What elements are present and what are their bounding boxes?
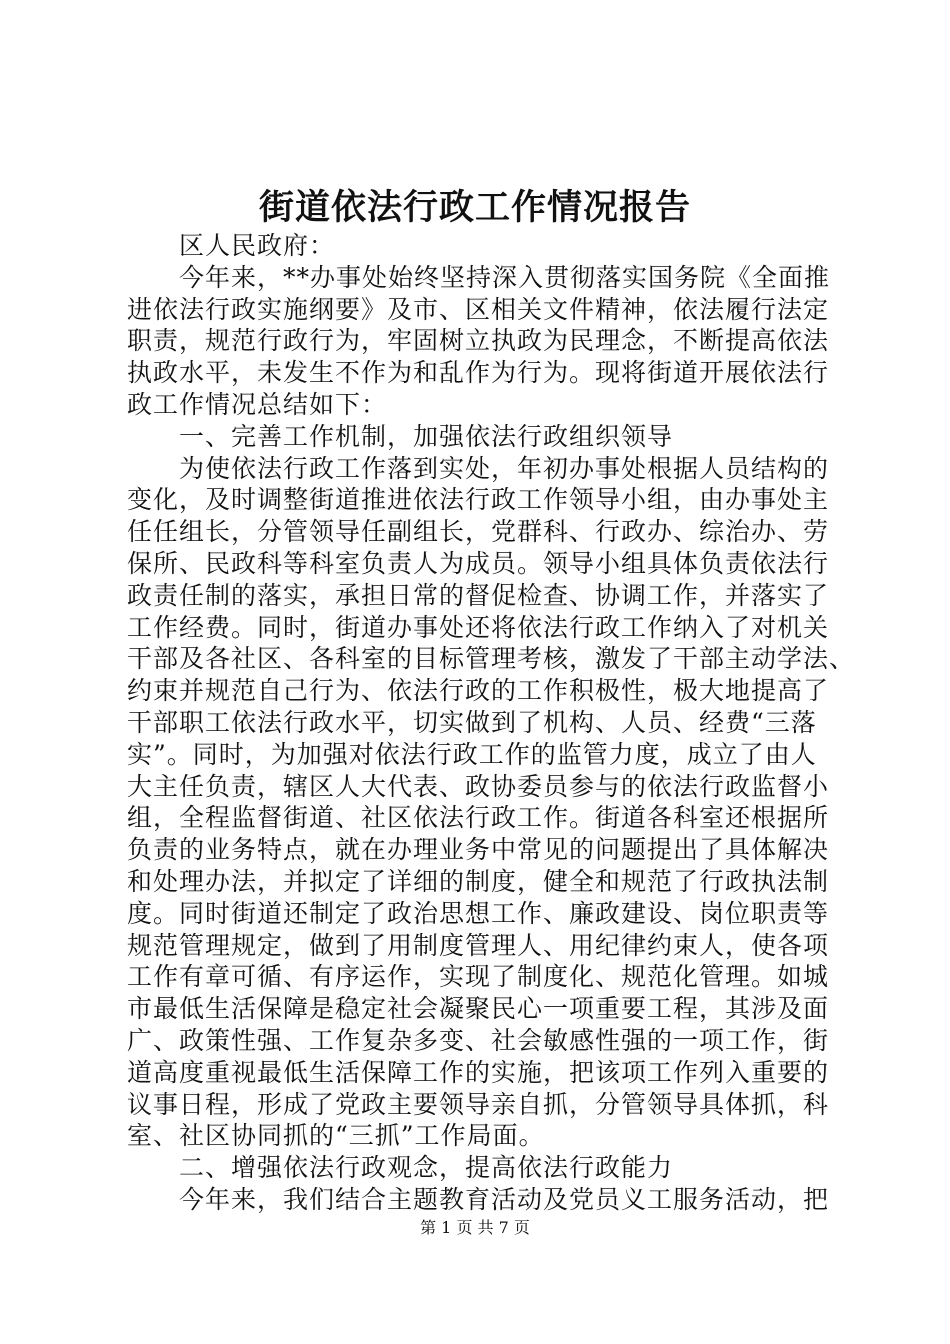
body-line: 区人民政府： bbox=[127, 231, 336, 260]
body-line: 今年来，我们结合主题教育活动及党员义工服务活动，把 bbox=[127, 1184, 830, 1214]
body-line: 执政水平，未发生不作为和乱作为行为。现将街道开展依法行 bbox=[127, 358, 830, 388]
body-line: 政工作情况总结如下： bbox=[127, 389, 388, 419]
body-line: 工作有章可循、有序运作，实现了制度化、规范化管理。如城 bbox=[127, 962, 830, 992]
body-line: 今年来，**办事处始终坚持深入贯彻落实国务院《全面推 bbox=[127, 262, 831, 292]
body-line: 干部职工依法行政水平，切实做到了机构、人员、经费“三落 bbox=[127, 707, 817, 737]
body-line: 保所、民政科等科室负责人为成员。领导小组具体负责依法行 bbox=[127, 548, 830, 578]
section-heading: 一、完善工作机制，加强依法行政组织领导 bbox=[127, 421, 674, 451]
body-line: 职责，规范行政行为，牢固树立执政为民理念，不断提高依法 bbox=[127, 326, 830, 356]
body-line: 市最低生活保障是稳定社会凝聚民心一项重要工程，其涉及面 bbox=[127, 994, 830, 1024]
body-line: 干部及各社区、各科室的目标管理考核，激发了干部主动学法、 bbox=[127, 644, 856, 674]
body-line: 实”。同时，为加强对依法行政工作的监管力度，成立了由人 bbox=[127, 739, 817, 769]
section-heading: 二、增强依法行政观念，提高依法行政能力 bbox=[127, 1153, 674, 1183]
body-line: 议事日程，形成了党政主要领导亲自抓，分管领导具体抓，科 bbox=[127, 1089, 830, 1119]
body-line: 变化，及时调整街道推进依法行政工作领导小组，由办事处主 bbox=[127, 485, 830, 515]
body-line: 道高度重视最低生活保障工作的实施，把该项工作列入重要的 bbox=[127, 1057, 830, 1087]
body-line: 工作经费。同时，街道办事处还将依法行政工作纳入了对机关 bbox=[127, 612, 830, 642]
body-line: 度。同时街道还制定了政治思想工作、廉政建设、岗位职责等 bbox=[127, 898, 830, 928]
page-footer: 第 1 页 共 7 页 bbox=[420, 1218, 530, 1237]
body-line: 广、政策性强、工作复杂多变、社会敏感性强的一项工作，街 bbox=[127, 1025, 830, 1055]
body-line: 进依法行政实施纲要》及市、区相关文件精神，依法履行法定 bbox=[127, 294, 830, 324]
body-line: 大主任负责，辖区人大代表、政协委员参与的依法行政监督小 bbox=[127, 771, 830, 801]
document-title: 街道依法行政工作情况报告 bbox=[258, 187, 691, 228]
body-line: 规范管理规定，做到了用制度管理人、用纪律约束人，使各项 bbox=[127, 930, 830, 960]
body-line: 政责任制的落实，承担日常的督促检查、协调工作，并落实了 bbox=[127, 580, 830, 610]
body-line: 组，全程监督街道、社区依法行政工作。街道各科室还根据所 bbox=[127, 803, 830, 833]
body-line: 任任组长，分管领导任副组长，党群科、行政办、综治办、劳 bbox=[127, 517, 830, 547]
body-line: 和处理办法，并拟定了详细的制度，健全和规范了行政执法制 bbox=[127, 866, 830, 896]
body-line: 室、社区协同抓的“三抓”工作局面。 bbox=[127, 1121, 545, 1151]
body-line: 约束并规范自己行为、依法行政的工作积极性，极大地提高了 bbox=[127, 676, 830, 706]
body-line: 为使依法行政工作落到实处，年初办事处根据人员结构的 bbox=[127, 453, 830, 483]
document-body bbox=[127, 230, 856, 1216]
body-line: 负责的业务特点，就在办理业务中常见的问题提出了具体解决 bbox=[127, 835, 830, 865]
